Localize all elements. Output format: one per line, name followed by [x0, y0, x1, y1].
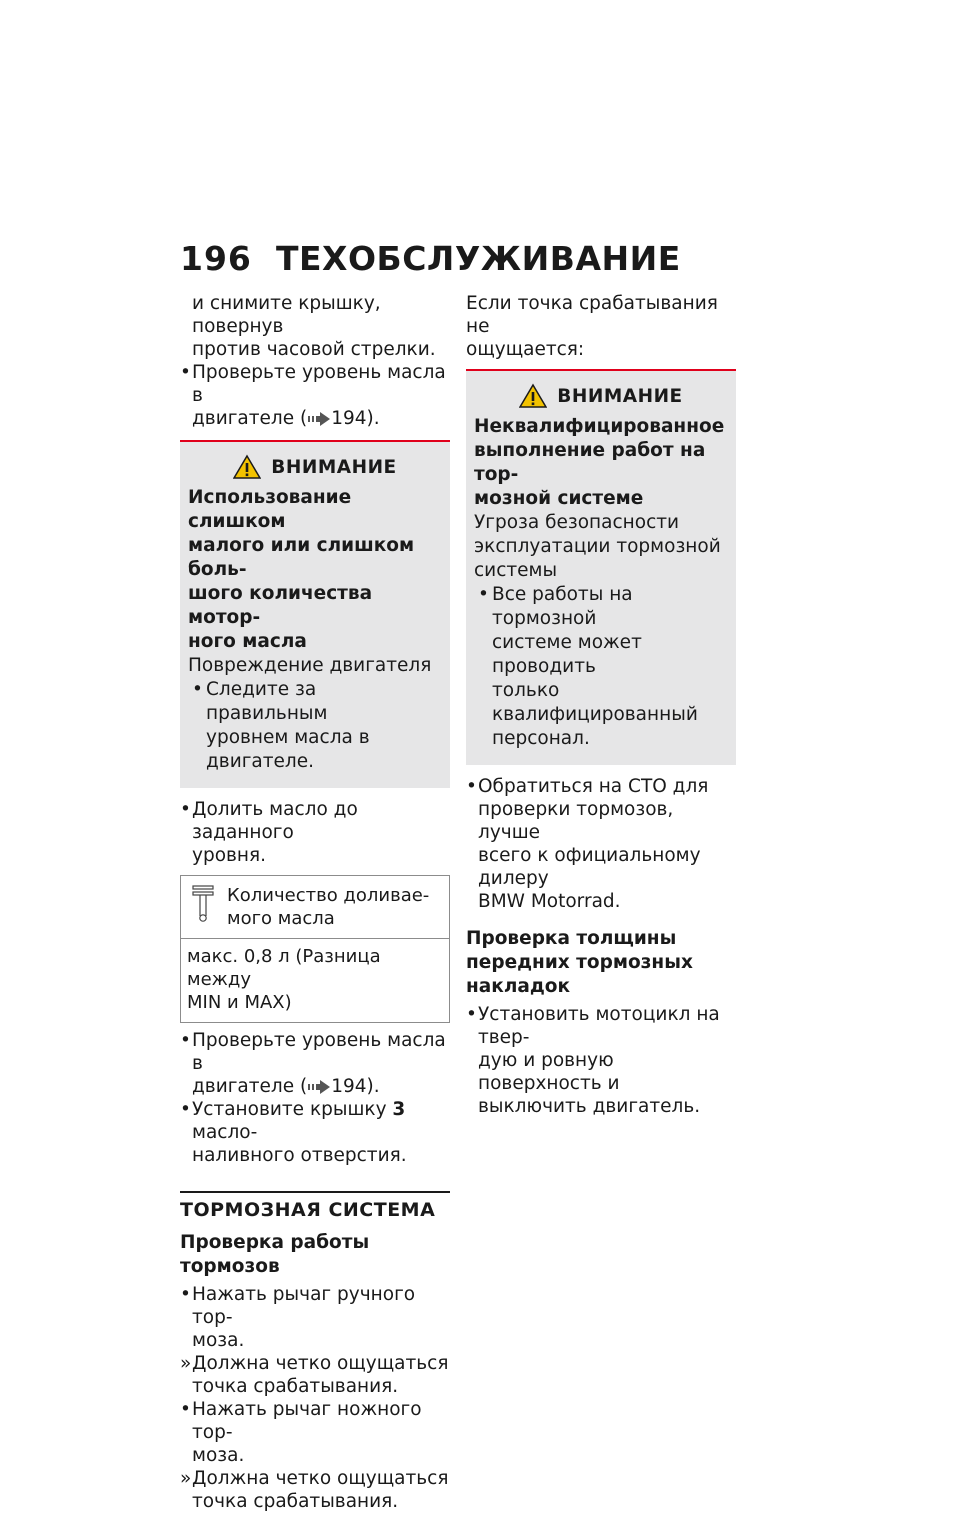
list-item-result: » Должна четко ощущаться точка срабатывания. — [180, 1468, 449, 1512]
list-item: • Установить мотоцикл на твер- дую и ровную поверхность и выключить двигатель. — [466, 1004, 720, 1117]
warning-title: ВНИМАНИЕ — [557, 385, 683, 407]
bullet-icon: • — [180, 362, 191, 383]
oil-dipstick-icon — [191, 884, 217, 924]
intro-text: Если точка срабатывания не ощущается: — [466, 293, 718, 360]
warning-consequence: Угроза безопасности эксплуатации тормозной системы — [474, 512, 721, 581]
page-header — [180, 238, 681, 278]
page-reference-arrow-icon — [307, 412, 331, 426]
warning-instruction: • Следите за правильным уровнем масла в двигателе. — [192, 679, 370, 772]
chapter-title: ТЕХОБСЛУЖИВАНИЕ — [276, 238, 681, 278]
bullet-icon: • — [466, 1004, 477, 1025]
section-title: ТОРМОЗНАЯ СИСТЕМА — [180, 1191, 450, 1221]
page-number: 196 — [180, 238, 252, 278]
warning-triangle-icon — [233, 454, 261, 480]
list-item: • Проверьте уровень масла в двигателе ( 194). — [180, 362, 446, 429]
continued-text: и снимите крышку, повернув против часовой стрелки. — [192, 293, 436, 360]
warning-hazard: Неквалифицированное выполнение работ на тор- мозной системе — [474, 416, 725, 509]
oil-quantity-table — [180, 875, 450, 1023]
warning-title: ВНИМАНИЕ — [271, 456, 397, 478]
list-item-result: » Должна четко ощущаться точка срабатывания. — [180, 1353, 449, 1397]
page-reference-arrow-icon — [307, 1080, 331, 1094]
list-item: • Установите крышку 3 масло- наливного отверстия. — [180, 1099, 407, 1166]
warning-box — [466, 369, 736, 765]
warning-consequence: Повреждение двигателя — [188, 655, 432, 676]
warning-box — [180, 440, 450, 788]
right-column — [466, 292, 736, 1118]
subsection-title: Проверка работы тормозов — [180, 1232, 370, 1277]
quantity-value: макс. 0,8 л (Разница между MIN и MAX) — [187, 946, 381, 1013]
list-item: • Обратиться на СТО для проверки тормозов, лучше всего к официальному дилеру BMW Motorrad. — [466, 776, 709, 912]
list-item: • Нажать рычаг ножного тор- моза. — [180, 1399, 422, 1466]
bullet-icon: • — [180, 1030, 191, 1051]
list-item: • Долить масло до заданного уровня. — [180, 799, 358, 866]
left-column — [180, 292, 450, 1513]
bullet-icon: • — [180, 1099, 191, 1120]
bullet-icon: • — [466, 776, 477, 797]
bullet-icon: • — [180, 799, 191, 820]
list-item: • Проверьте уровень масла в двигателе ( 194). — [180, 1030, 446, 1097]
warning-instruction: • Все работы на тормозной системе может проводить только квалифицированный персонал. — [478, 584, 698, 749]
quantity-label: Количество доливае- мого масла — [227, 885, 430, 929]
warning-hazard: Использование слишком малого или слишком боль- шого количества мотор- ного масла — [188, 487, 415, 652]
subsection-title: Проверка толщины передних тормозных накладок — [466, 928, 693, 997]
warning-triangle-icon — [519, 383, 547, 409]
list-item: • Нажать рычаг ручного тор- моза. — [180, 1284, 416, 1351]
